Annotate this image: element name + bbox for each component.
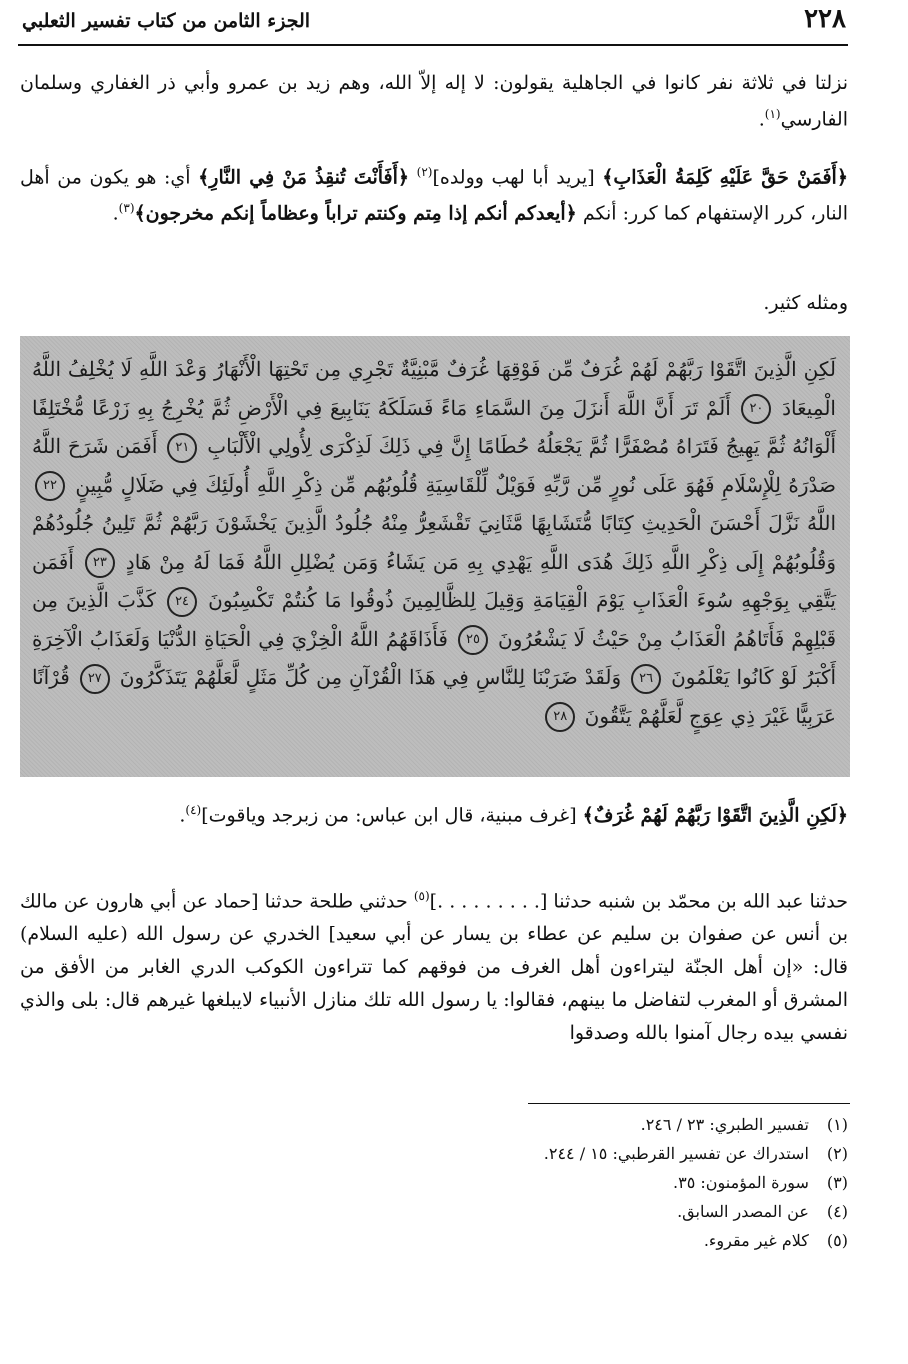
ayah-number: ٢٣ — [85, 548, 115, 578]
quran-segment: أَفَمَن شَرَحَ اللَّهُ صَدْرَهُ لِلْإِسْلَامِ فَهُوَ عَلَى نُورٍ مِّن رَّبِّهِ فَوَيْلٌ لِّلْقَاسِيَةِ قُلُوبُهُم مِّن ذِكْرِ اللَّهِ أُولَئِكَ فِي ضَلَالٍ مُّبِينٍ — [32, 434, 836, 497]
paragraph-1-text: نزلتا في ثلاثة نفر كانوا في الجاهلية يقولون: لا إله إلاّ الله، وهم زيد بن عمرو وأبي ذر الغفاري وسلمان الفارسي — [20, 72, 848, 131]
paragraph-3-text: ومثله كثير. — [763, 292, 848, 314]
quran-passage-box — [20, 336, 850, 777]
paragraph-5-text-b: حدثني طلحة حدثنا [حماد عن أبي هارون عن مالك بن أنس عن صفوان بن سليم عن عطاء بن يسار عن أبي سعيد] الخدري عن رسول الله (عليه السلام) قال: «إن أهل الجنّة ليتراءون أهل الغرف من فوقهم كما تتراءون الكوكب الدري الغابر من الأفق من المشرق أو المغرب لتفاضل ما بينهم، فقالوا: يا رسول الله تلك منازل الأنبياء لايبلغها غيرهم قال: بلى والذي نفسي بيده رجال آمنوا بالله وصدقوا — [20, 890, 848, 1045]
footnote-ref-5: (٥) — [413, 889, 430, 903]
verse-quote-3: ﴿أيعدكم أنكم إذا مِتم وكنتم تراباً وعظاماً إنكم مخرجون﴾ — [134, 202, 577, 225]
paragraph-1: نزلتا في ثلاثة نفر كانوا في الجاهلية يقولون: لا إله إلاّ الله، وهم زيد بن عمرو وأبي ذر الغفاري وسلمان الفارسي$^{(١)}$. — [20, 72, 848, 131]
quran-segment: كَذَّبَ الَّذِينَ مِن قَبْلِهِمْ فَأَتَاهُمُ الْعَذَابُ مِنْ حَيْثُ لَا يَشْعُرُونَ — [32, 588, 837, 651]
paragraph-2: ﴿أَفَمَنْ حَقَّ عَلَيْهِ كَلِمَةُ الْعَذَابِ﴾ [يريد أبا لهب وولده]$^{(٢)}$ ﴿أَفَأَنْتَ تُنقِذُ مَنْ فِي النَّارِ﴾ أي: هو يكون من أهل النار، كرر الإستفهام كما كرر: أنكم ﴿أيعدكم أنكم إذا مِتم وكنتم تراباً وعظاماً إنكم مخرجون﴾$^{(٣)}$. — [20, 165, 848, 225]
footnote-text: سورة المؤمنون: ٣٥. — [673, 1173, 809, 1192]
paragraph-4-text: [غرف مبنية، قال ابن عباس: من زبرجد وياقوت] — [201, 804, 577, 827]
ayah-number: ٢٢ — [35, 471, 65, 501]
quran-segment: أَلَمْ تَرَ أَنَّ اللَّهَ أَنزَلَ مِنَ السَّمَاءِ مَاءً فَسَلَكَهُ يَنَابِيعَ فِي الْأَرْضِ ثُمَّ يُخْرِجُ بِهِ زَرْعًا مُّخْتَلِفًا أَلْوَانُهُ ثُمَّ يَهِيجُ فَتَرَاهُ مُصْفَرًّا ثُمَّ يَجْعَلُهُ حُطَامًا إِنَّ فِي ذَلِكَ لَذِكْرَى لِأُولِي الْأَلْبَابِ — [32, 395, 837, 458]
page-number: ٢٢٨ — [804, 4, 846, 34]
page-header — [18, 4, 848, 46]
footnote-number: (٣) — [826, 1173, 848, 1192]
footnote-number: (٤) — [826, 1202, 848, 1221]
verse-quote-4: ﴿لَكِنِ الَّذِينَ اتَّقَوْا رَبَّهُمْ لَهُمْ غُرَفٌ﴾ — [582, 804, 848, 827]
footnote-number: (٥) — [826, 1231, 848, 1250]
ayah-number: ٢١ — [167, 433, 197, 463]
ayah-number: ٢٧ — [80, 664, 110, 694]
quran-segment: اللَّهُ نَزَّلَ أَحْسَنَ الْحَدِيثِ كِتَابًا مُّتَشَابِهًا مَّثَانِيَ تَقْشَعِرُّ مِنْهُ جُلُودُ الَّذِينَ يَخْشَوْنَ رَبَّهُمْ ثُمَّ تَلِينُ جُلُودُهُمْ وَقُلُوبُهُمْ إِلَى ذِكْرِ اللَّهِ ذَلِكَ هُدَى اللَّهِ يَهْدِي بِهِ مَن يَشَاءُ وَمَن يُضْلِلِ اللَّهُ فَمَا لَهُ مِنْ هَادٍ — [32, 511, 837, 574]
footnote — [300, 1110, 848, 1139]
footnote-ref-4: (٤) — [185, 803, 202, 817]
paragraph-4: ﴿لَكِنِ الَّذِينَ اتَّقَوْا رَبَّهُمْ لَهُمْ غُرَفٌ﴾ [غرف مبنية، قال ابن عباس: من زبرجد وياقوت]$^{(٤)}$. — [179, 803, 848, 827]
footnote-text: تفسير الطبري: ٢٣ / ٢٤٦. — [640, 1115, 809, 1134]
paragraph-2-text-1: [يريد أبا لهب وولده] — [432, 166, 595, 189]
footnote-number: (١) — [826, 1115, 848, 1134]
footnote — [300, 1226, 848, 1255]
footnote — [300, 1197, 848, 1226]
footnote — [300, 1139, 848, 1168]
quran-passage-text — [32, 350, 836, 735]
verse-quote-2: ﴿أَفَأَنْتَ تُنقِذُ مَنْ فِي النَّارِ﴾ — [198, 166, 410, 189]
ayah-number: ٢٨ — [545, 702, 575, 732]
ayah-number: ٢٤ — [167, 587, 197, 617]
paragraph-5-text-a: حدثنا عبد الله بن محمّد بن شنبه حدثنا [. . . . . . . . .] — [429, 890, 849, 913]
paragraph-3 — [20, 288, 848, 319]
footnote-number: (٢) — [826, 1144, 848, 1163]
running-title: الجزء الثامن من كتاب تفسير الثعلبي — [22, 10, 311, 32]
footnote-divider — [528, 1103, 850, 1104]
quran-segment: أَفَمَن يَتَّقِي بِوَجْهِهِ سُوءَ الْعَذَابِ يَوْمَ الْقِيَامَةِ وَقِيلَ لِلظَّالِمِينَ ذُوقُوا مَا كُنتُمْ تَكْسِبُونَ — [32, 549, 836, 612]
quran-segment: لَكِنِ الَّذِينَ اتَّقَوْا رَبَّهُمْ لَهُمْ غُرَفٌ مِّن فَوْقِهَا غُرَفٌ مَّبْنِيَّةٌ تَجْرِي مِن تَحْتِهَا الْأَنْهَارُ وَعْدَ اللَّهِ لَا يُخْلِفُ اللَّهُ الْمِيعَادَ — [32, 357, 836, 420]
footnote-ref-1: (١) — [764, 107, 781, 121]
footnote-ref-2: (٢) — [416, 165, 433, 179]
quran-segment: قُرْآنًا عَرَبِيًّا غَيْرَ ذِي عِوَجٍ لَّعَلَّهُمْ يَتَّقُونَ — [32, 665, 836, 728]
paragraph-2-text-2: أي: هو يكون من أهل النار، كرر الإستفهام كما كرر: أنكم — [20, 166, 848, 225]
footnotes — [300, 1110, 848, 1255]
footnote-text: استدراك عن تفسير القرطبي: ١٥ / ٢٤٤. — [543, 1144, 809, 1163]
ayah-number: ٢٥ — [458, 625, 488, 655]
ayah-number: ٢٦ — [631, 664, 661, 694]
paragraph-5 — [20, 880, 848, 1050]
footnote-ref-3: (٣) — [118, 201, 135, 216]
quran-segment: وَلَقَدْ ضَرَبْنَا لِلنَّاسِ فِي هَذَا الْقُرْآنِ مِن كُلِّ مَثَلٍ لَّعَلَّهُمْ يَتَذَكَّرُونَ — [119, 665, 622, 689]
footnote-text: عن المصدر السابق. — [677, 1202, 809, 1221]
footnote-text: كلام غير مقروء. — [703, 1231, 809, 1250]
quran-segment: فَأَذَاقَهُمُ اللَّهُ الْخِزْيَ فِي الْحَيَاةِ الدُّنْيَا وَلَعَذَابُ الْآخِرَةِ أَكْبَرُ لَوْ كَانُوا يَعْلَمُونَ — [32, 626, 837, 689]
footnote — [300, 1168, 848, 1197]
ayah-number: ٢٠ — [741, 394, 771, 424]
verse-quote-1: ﴿أَفَمَنْ حَقَّ عَلَيْهِ كَلِمَةُ الْعَذَابِ﴾ — [602, 166, 848, 189]
